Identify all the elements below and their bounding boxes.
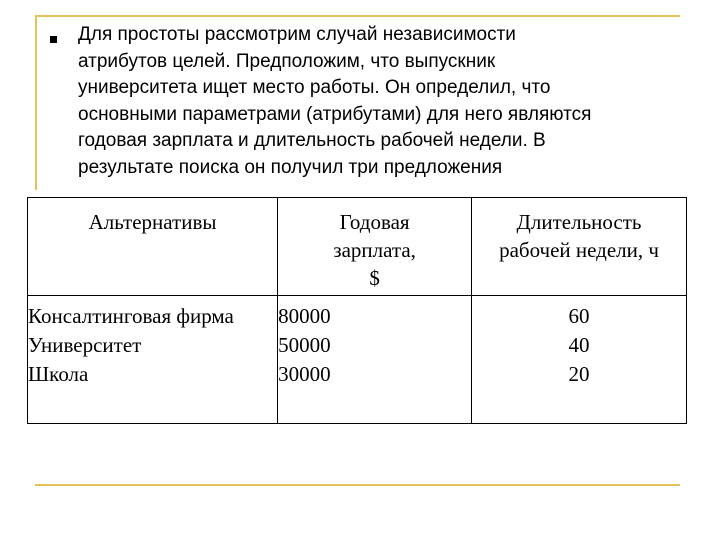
header-hours-line: Длительность xyxy=(516,210,642,234)
salary-value: 80000 xyxy=(278,304,331,328)
header-alternatives xyxy=(28,198,278,296)
hours-cell xyxy=(472,296,687,424)
table-header-row xyxy=(28,198,687,296)
square-bullet-icon xyxy=(50,36,57,43)
header-salary-line: зарплата, xyxy=(333,238,416,262)
paragraph-line: Для простоты рассмотрим случай независимости xyxy=(78,24,516,45)
intro-paragraph xyxy=(78,22,683,181)
paragraph-line: университета ищет место работы. Он определил, что xyxy=(78,77,551,98)
paragraph-line: атрибутов целей. Предположим, что выпускник xyxy=(78,50,496,72)
paragraph-line: основными параметрами (атрибутами) для него являются xyxy=(78,103,592,125)
header-alternatives-label: Альтернативы xyxy=(88,210,217,234)
header-salary xyxy=(278,198,472,296)
salary-cell xyxy=(278,296,472,424)
header-hours xyxy=(472,198,687,296)
paragraph-line: годовая зарплата и длительность рабочей недели. В xyxy=(78,130,546,151)
header-hours-line: рабочей недели, ч xyxy=(499,238,659,262)
header-salary-line: $ xyxy=(369,266,380,290)
hours-value: 20 xyxy=(568,362,590,386)
paragraph-line: результате поиска он получил три предложения xyxy=(78,156,503,178)
header-salary-line: Годовая xyxy=(339,210,410,234)
top-divider xyxy=(35,15,680,17)
alternative-name: Консалтинговая фирма xyxy=(28,304,234,328)
alternative-name: Школа xyxy=(28,362,89,386)
alternatives-cell xyxy=(28,296,278,424)
hours-value: 40 xyxy=(568,333,590,357)
salary-value: 50000 xyxy=(278,333,331,357)
alternative-name: Университет xyxy=(28,333,142,357)
bottom-divider xyxy=(35,484,680,486)
table-row xyxy=(28,296,687,424)
alternatives-table xyxy=(27,197,687,424)
salary-value: 30000 xyxy=(278,362,331,386)
hours-value: 60 xyxy=(568,304,590,328)
left-divider xyxy=(35,15,37,190)
